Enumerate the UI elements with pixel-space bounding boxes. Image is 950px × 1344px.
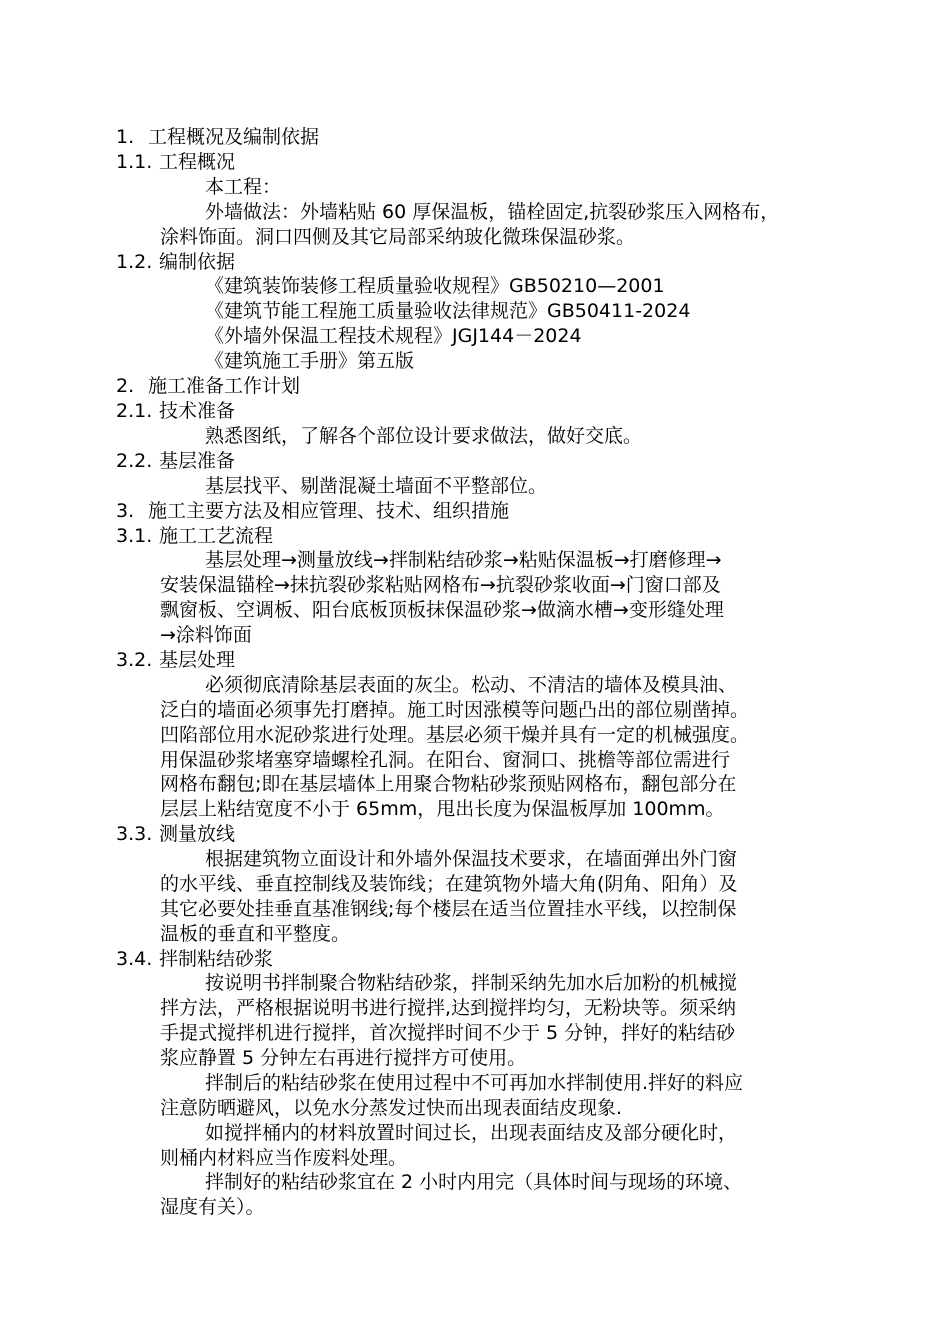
paragraph-line: 网格布翻包;即在基层墙体上用聚合物粘砂浆预贴网格布，翻包部分在 [160, 773, 737, 795]
heading-number: 2.2. [116, 450, 153, 472]
paragraph-line: 其它必要处挂垂直基准钢线;每个楼层在适当位置挂水平线，以控制保 [160, 898, 737, 920]
heading-title: 施工准备工作计划 [148, 375, 301, 397]
paragraph-line: 凹陷部位用水泥砂浆进行处理。基层必须干燥并具有一定的机械强度。 [160, 724, 750, 746]
paragraph-line: →涂料饰面 [160, 624, 252, 646]
heading-title: 工程概况及编制依据 [148, 126, 320, 148]
heading-title: 施工主要方法及相应管理、技术、组织措施 [148, 500, 510, 522]
heading-title: 拌制粘结砂浆 [159, 948, 274, 970]
heading-number: 1.2. [116, 251, 153, 273]
heading-3-1 [116, 524, 273, 549]
heading-number: 1.1. [116, 151, 153, 173]
heading-number: 1. [116, 126, 135, 148]
paragraph-line: 本工程： [205, 176, 282, 198]
heading-2-1 [116, 399, 235, 424]
paragraph-line: 涂料饰面。洞口四侧及其它局部采纳玻化微珠保温砂浆。 [160, 226, 636, 248]
paragraph-line: 浆应静置 5 分钟左右再进行搅拌方可使用。 [160, 1047, 527, 1069]
heading-1 [116, 125, 319, 150]
paragraph-line: 如搅拌桶内的材料放置时间过长，出现表面结皮及部分硬化时， [205, 1122, 738, 1144]
paragraph-line: 熟悉图纸，了解各个部位设计要求做法，做好交底。 [205, 425, 643, 447]
paragraph-line: 必须彻底清除基层表面的灰尘。松动、不清洁的墙体及模具油、 [205, 674, 738, 696]
heading-title: 基层处理 [159, 649, 236, 671]
heading-1-2 [116, 250, 235, 275]
heading-3-2 [116, 648, 235, 673]
heading-title: 施工工艺流程 [159, 525, 274, 547]
paragraph-line: 外墙做法：外墙粘贴 60 厚保温板，锚栓固定,抗裂砂浆压入网格布， [205, 201, 780, 223]
heading-2 [116, 374, 300, 399]
paragraph-line: 温板的垂直和平整度。 [160, 923, 351, 945]
heading-number: 3.1. [116, 525, 153, 547]
reference-item: 《建筑施工手册》第五版 [205, 350, 415, 372]
paragraph-line: 安装保温锚栓→抹抗裂砂浆粘贴网格布→抗裂砂浆收面→门窗口部及 [160, 574, 721, 596]
paragraph-line: 基层处理→测量放线→拌制粘结砂浆→粘贴保温板→打磨修理→ [205, 549, 722, 571]
heading-title: 编制依据 [159, 251, 236, 273]
reference-item: 《外墙外保温工程技术规程》JGJ144－2024 [205, 325, 582, 347]
paragraph-line: 注意防晒避风，以免水分蒸发过快而出现表面结皮现象. [160, 1097, 623, 1119]
heading-1-1 [116, 150, 235, 175]
heading-3 [116, 499, 509, 524]
paragraph-line: 飘窗板、空调板、阳台底板顶板抹保温砂浆→做滴水槽→变形缝处理 [160, 599, 724, 621]
paragraph-line: 拌制好的粘结砂浆宜在 2 小时内用完（具体时间与现场的环境、 [205, 1171, 743, 1193]
heading-number: 3.2. [116, 649, 153, 671]
paragraph-line: 按说明书拌制聚合物粘结砂浆，拌制采纳先加水后加粉的机械搅 [205, 972, 738, 994]
heading-title: 技术准备 [159, 400, 236, 422]
reference-item: 《建筑节能工程施工质量验收法律规范》GB50411-2024 [205, 300, 691, 322]
heading-number: 2.1. [116, 400, 153, 422]
paragraph-line: 用保温砂浆堵塞穿墙螺栓孔洞。在阳台、窗洞口、挑檐等部位需进行 [160, 749, 731, 771]
paragraph-line: 湿度有关）。 [160, 1196, 265, 1218]
reference-item: 《建筑装饰装修工程质量验收规程》GB50210—2001 [205, 275, 665, 297]
paragraph-line: 的水平线、垂直控制线及装饰线；在建筑物外墙大角(阴角、阳角）及 [160, 873, 738, 895]
heading-number: 3. [116, 500, 135, 522]
paragraph-line: 泛白的墙面必须事先打磨掉。施工时因涨模等问题凸出的部位剔凿掉。 [160, 699, 750, 721]
paragraph-line: 根据建筑物立面设计和外墙外保温技术要求，在墙面弹出外门窗 [205, 848, 738, 870]
heading-2-2 [116, 449, 235, 474]
paragraph-line: 手提式搅拌机进行搅拌，首次搅拌时间不少于 5 分钟，拌好的粘结砂 [160, 1022, 736, 1044]
paragraph-line: 层层上粘结宽度不小于 65mm，甩出长度为保温板厚加 100mm。 [160, 798, 725, 820]
heading-3-3 [116, 822, 235, 847]
heading-title: 基层准备 [159, 450, 236, 472]
paragraph-line: 拌制后的粘结砂浆在使用过程中不可再加水拌制使用.拌好的料应 [205, 1072, 744, 1094]
heading-title: 工程概况 [159, 151, 236, 173]
heading-title: 测量放线 [159, 823, 236, 845]
paragraph-line: 则桶内材料应当作废料处理。 [160, 1147, 408, 1169]
heading-number: 2. [116, 375, 135, 397]
heading-number: 3.4. [116, 948, 153, 970]
heading-number: 3.3. [116, 823, 153, 845]
paragraph-line: 拌方法，严格根据说明书进行搅拌,达到搅拌均匀，无粉块等。须采纳 [160, 997, 737, 1019]
heading-3-4 [116, 947, 273, 972]
paragraph-line: 基层找平、剔凿混凝土墙面不平整部位。 [205, 475, 548, 497]
